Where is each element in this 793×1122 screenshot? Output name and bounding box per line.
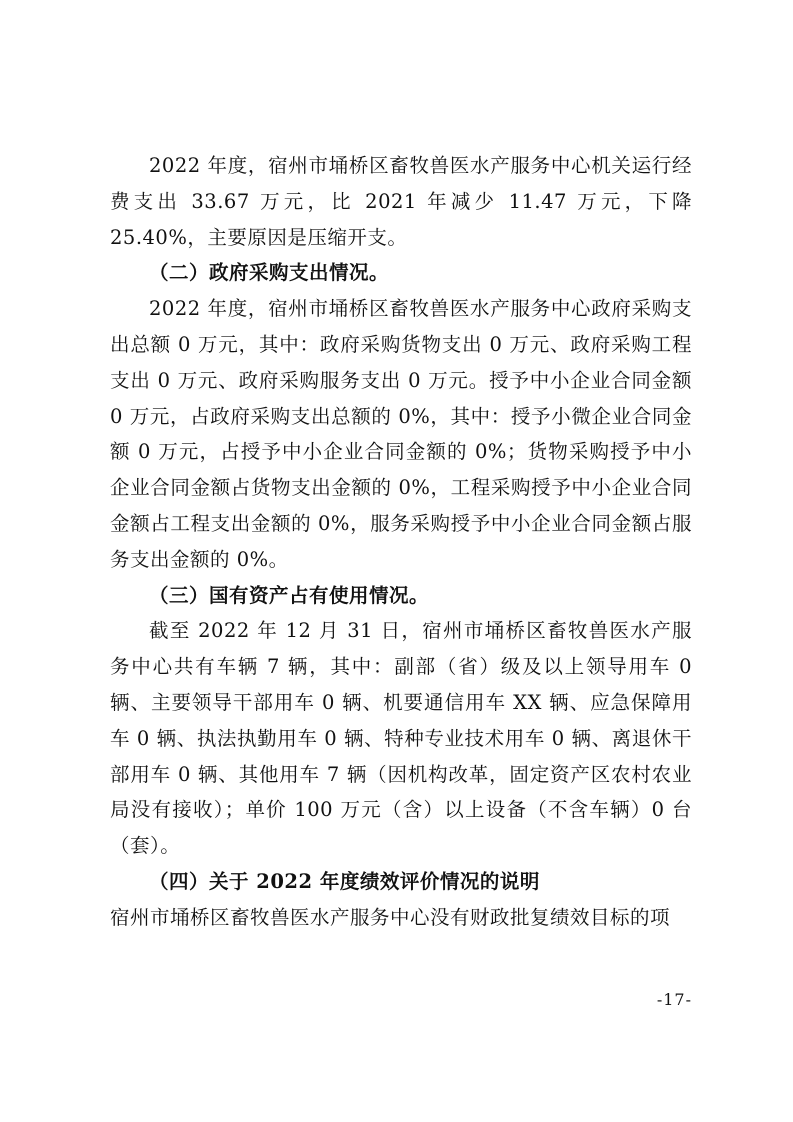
paragraph-state-assets: 截至 2022 年 12 月 31 日，宿州市埇桥区畜牧兽医水产服务中心共有车辆 7 辆，其中：副部（省）级及以上领导用车 0 辆、主要领导干部用车 0 辆、机要通信用车 XX 辆、应急保障用车 0 辆、执法执勤用车 0 辆、特种专业技术用车 0 辆、离退休干部用车 0 辆、其他用车 7 辆（因机构改革，固定资产区农村农业局没有接收）；单价 100 万元（含）以上设备（不含车辆）0 台（套）。 xyxy=(110,619,692,858)
heading-state-assets: （三）国有资产占有使用情况。 xyxy=(149,583,430,607)
heading-government-procurement: （二）政府采购支出情况。 xyxy=(149,261,390,285)
paragraph-government-procurement: 2022 年度，宿州市埇桥区畜牧兽医水产服务中心政府采购支出总额 0 万元，其中：政府采购货物支出 0 万元、政府采购工程支出 0 万元、政府采购服务支出 0 万元。授予中小企业合同金额 0 万元，占政府采购支出总额的 0%，其中：授予小微企业合同金额 0 万元，占授予中小企业合同金额的 0%；货物采购授予中小企业合同金额占货物支出金额的 0%，工程采购授予中小企业合同金额占工程支出金额的 0%，服务采购授予中小企业合同金额占服务支出金额的 0%。 xyxy=(110,297,692,571)
paragraph-performance-evaluation: 宿州市埇桥区畜牧兽医水产服务中心没有财政批复绩效目标的项 xyxy=(110,905,671,929)
document-body xyxy=(110,148,692,936)
heading-performance-evaluation: （四）关于 2022 年度绩效评价情况的说明 xyxy=(149,869,540,893)
paragraph-operating-expenses: 2022 年度，宿州市埇桥区畜牧兽医水产服务中心机关运行经费支出 33.67 万元，比 2021 年减少 11.47 万元，下降 25.40%，主要原因是压缩开支。 xyxy=(110,154,692,249)
page-number: -17- xyxy=(656,990,692,1009)
